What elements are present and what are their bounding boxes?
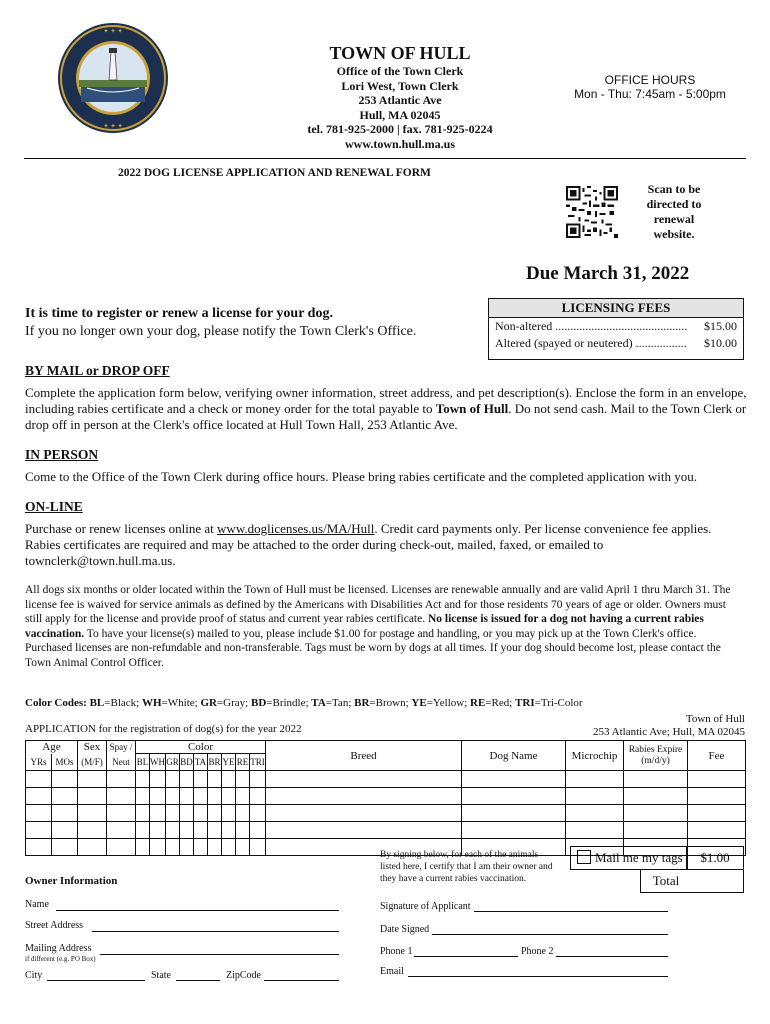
table-cell[interactable] [78,805,107,822]
table-cell[interactable] [566,805,624,822]
name-label: Name [25,899,49,910]
color-name: Tri-Color [540,697,583,709]
scan-instruction [636,182,712,242]
scan-line: Scan to be [647,182,701,196]
table-cell[interactable] [150,788,166,805]
table-cell[interactable] [688,822,746,839]
table-cell[interactable] [462,805,566,822]
person-text: Come to the Office of the Town Clerk during office hours. Please bring rabies certificate and the completed application with you. [25,469,698,484]
table-cell[interactable] [222,788,236,805]
dog-name-header: Dog Name [462,741,566,771]
mail-text-part: Complete the application form below, verifying owner information, street address, and pet description(s). Enclose the form in an envelope, including rabies certificate and a check or money order for the total payable to [25,385,747,416]
table-cell[interactable] [688,805,746,822]
microchip-header: Microchip [566,741,624,771]
table-cell[interactable] [26,788,52,805]
color-name: Brown [375,697,406,709]
total-label: Total [652,873,680,888]
table-cell[interactable] [208,788,222,805]
sex-header: Sex [78,741,107,754]
certification-text: By signing below, for each of the animals listed here, I certify that I am their owner and they have a current rabies vaccination. [380,850,553,884]
table-cell[interactable] [462,788,566,805]
table-header-row [26,741,746,754]
zip-field[interactable] [264,980,339,981]
office-city: Hull, MA 02045 [359,107,441,122]
color-col-header: RE [236,754,250,771]
mailing-note: if different (e.g. PO Box) [25,955,96,963]
hours-title: OFFICE HOURS [604,73,696,87]
table-cell[interactable] [136,805,150,822]
table-cell[interactable] [150,805,166,822]
town-line: Town of Hull [685,713,745,725]
age-header: Age [26,741,78,754]
email-field[interactable] [408,976,668,977]
header-divider [24,158,746,159]
fee-value: $10.00 [704,336,737,350]
color-name: Red [491,697,510,709]
table-cell[interactable] [222,805,236,822]
table-cell[interactable] [136,839,150,856]
table-row [26,771,746,788]
mailing-field[interactable] [100,954,339,955]
total-input[interactable] [691,870,743,892]
table-cell[interactable] [26,771,52,788]
table-cell[interactable] [26,839,52,856]
table-cell[interactable] [78,839,107,856]
table-cell[interactable] [688,788,746,805]
color-name: Brindle [272,697,306,709]
street-field[interactable] [92,931,339,932]
hours-text: Mon - Thu: 7:45am - 5:00pm [574,87,726,101]
color-code: BD [250,697,267,709]
signature-field[interactable] [474,911,668,912]
table-cell[interactable] [624,788,688,805]
table-cell[interactable] [266,805,462,822]
town-seal-logo [57,22,169,134]
state-label: State [151,970,171,981]
total-box [640,869,744,893]
table-cell[interactable] [136,822,150,839]
license-rules [25,583,745,670]
fee-row [489,335,743,352]
table-cell[interactable] [236,771,250,788]
rabies-header [624,741,688,771]
table-cell[interactable] [52,839,78,856]
table-cell[interactable] [222,839,236,856]
signature-label: Signature of Applicant [380,901,471,912]
table-cell[interactable] [624,771,688,788]
fee-header: Fee [688,741,746,771]
table-cell[interactable] [136,788,150,805]
color-col-header: YE [222,754,236,771]
table-cell[interactable] [208,822,222,839]
owner-info-heading: Owner Information [25,875,118,887]
table-cell[interactable] [26,805,52,822]
color-code: WH [141,697,162,709]
licensing-fees-box [488,298,744,360]
table-cell[interactable] [462,822,566,839]
table-cell[interactable] [180,839,194,856]
color-name: Tan [331,697,349,709]
table-cell[interactable] [150,839,166,856]
mail-text-part: . Do not send cash. Mail to the Town Clerk or drop off in person at the Clerk's office located at Hull Town Hall, 253 Atlantic Ave. [25,401,747,432]
table-row [26,788,746,805]
table-row [26,822,746,839]
table-cell[interactable] [52,771,78,788]
phone1-label: Phone 1 [380,946,413,957]
table-cell[interactable] [194,839,208,856]
table-cell[interactable] [194,771,208,788]
rabies-title: Rabies Expire [628,744,683,755]
table-cell[interactable] [250,771,266,788]
color-codes-label: Color Codes: [25,697,87,709]
table-cell[interactable] [462,771,566,788]
header-block [250,42,550,151]
phone2-label: Phone 2 [521,946,554,957]
table-cell[interactable] [566,771,624,788]
street-label: Street Address [25,920,84,931]
table-cell[interactable] [26,822,52,839]
color-col-header: TA [194,754,208,771]
office-name: Office of the Town Clerk [336,64,464,78]
neut-header: Neut [107,754,136,771]
form-title: 2022 DOG LICENSE APPLICATION AND RENEWAL FORM [118,167,431,179]
color-code: YE [411,697,427,709]
table-cell[interactable] [107,839,136,856]
table-cell[interactable] [250,805,266,822]
color-code: BL [89,697,105,709]
state-field[interactable] [176,980,220,981]
office-street: 253 Atlantic Ave [358,93,442,107]
online-text [25,521,747,569]
mail-tags-checkbox[interactable] [577,850,591,864]
table-cell[interactable] [107,805,136,822]
scan-line: directed to [646,197,702,211]
table-cell[interactable] [624,805,688,822]
table-cell[interactable] [52,788,78,805]
scan-line: renewal [653,212,695,226]
table-cell[interactable] [166,805,180,822]
rules-text-part: To have your license(s) mailed to you, please include $1.00 for postage and handling, or you may pick up at the Town Clerk's office. Purchased licenses are non-refundable and non-transferable. Tags must be worn by dogs at all times. If your dog should become lost, please contact the Town Animal Control Officer. [25,627,721,669]
color-code: BR [354,697,370,709]
fees-title: LICENSING FEES [489,299,743,318]
color-name: White [167,697,195,709]
application-title: APPLICATION for the registration of dog(s) for the year 2022 [25,723,302,735]
online-text-part: Purchase or renew licenses online at [25,521,218,536]
fee-label: Non-altered ............................................ [495,319,688,333]
color-name: Gray [223,697,246,709]
name-field[interactable] [56,910,339,911]
table-cell[interactable] [222,771,236,788]
mail-text [25,385,747,433]
city-field[interactable] [47,980,145,981]
svg-text:✦ ✦ ✦: ✦ ✦ ✦ [103,28,123,35]
table-cell[interactable] [566,788,624,805]
table-cell[interactable] [194,788,208,805]
person-heading: IN PERSON [25,447,99,462]
rabies-sub: (m/d/y) [641,755,670,766]
mail-tags-fee: $1.00 [686,846,744,870]
table-cell[interactable] [150,822,166,839]
office-website: www.town.hull.ma.us [344,136,456,151]
phone1-field[interactable] [414,956,518,957]
table-row [26,805,746,822]
color-col-header: WH [150,754,166,771]
table-cell[interactable] [688,771,746,788]
table-cell[interactable] [180,771,194,788]
table-cell[interactable] [150,771,166,788]
table-cell[interactable] [78,822,107,839]
table-cell[interactable] [236,822,250,839]
table-cell[interactable] [208,839,222,856]
table-cell[interactable] [107,771,136,788]
intro-bold: It is time to register or renew a license for your dog. [25,306,333,321]
mail-tags-option[interactable] [570,846,688,870]
table-cell[interactable] [194,805,208,822]
color-code: RE [470,697,486,709]
table-cell[interactable] [266,771,462,788]
color-header: Color [136,741,266,754]
date-label: Date Signed [380,924,430,935]
office-hours [560,73,740,101]
online-heading: ON-LINE [25,499,83,514]
table-cell[interactable] [236,805,250,822]
intro-text: If you no longer own your dog, please notify the Town Clerk's Office. [25,324,417,339]
table-cell[interactable] [52,805,78,822]
color-code: GR [200,697,217,709]
table-cell[interactable] [78,771,107,788]
mail-heading: BY MAIL or DROP OFF [25,363,170,378]
table-cell[interactable] [566,822,624,839]
town-address-right [560,713,745,739]
payee: Town of Hull [435,401,509,416]
yrs-header: YRs [26,754,52,771]
sex-sub-header: (M/F) [78,754,107,771]
table-cell[interactable] [166,788,180,805]
spay-header: Spay / [107,741,136,754]
table-cell[interactable] [194,822,208,839]
table-cell[interactable] [166,822,180,839]
table-cell[interactable] [208,805,222,822]
table-cell[interactable] [250,788,266,805]
table-cell[interactable] [107,822,136,839]
doglicenses-link[interactable]: www.doglicenses.us/MA/Hull [217,521,375,536]
table-cell[interactable] [236,839,250,856]
table-cell[interactable] [180,788,194,805]
color-codes: Color Codes: BL=Black; WH=White; GR=Gray; BD=Brindle; TA=Tan; BR=Brown; YE=Yellow; RE=Red; TRI=Tri-Color [25,697,583,709]
color-col-header: BD [180,754,194,771]
due-date: Due March 31, 2022 [526,263,690,284]
breed-header: Breed [266,741,462,771]
qr-code[interactable] [566,186,618,238]
table-cell[interactable] [52,822,78,839]
mail-tags-label: Mail me my tags [595,850,683,865]
table-cell[interactable] [107,788,136,805]
email-label: Email [380,966,404,977]
fee-label: Altered (spayed or neutered) ................. [495,336,687,350]
rules-text-part: All dogs six months or older located within the Town of Hull must be licensed. Licenses are renewable annually and are valid April 1 thru March 31. The license fee is waived for service animals as defined by the Americans with Disabilities Act and for those residents 70 years of age or older. Owners must still apply for the license and provide proof of status and current year rabies certificate. [25,584,731,625]
table-cell[interactable] [222,822,236,839]
table-cell[interactable] [250,839,266,856]
color-col-header: BL [136,754,150,771]
date-field[interactable] [432,934,668,935]
table-cell[interactable] [208,771,222,788]
svg-text:✦ ✦ ✦: ✦ ✦ ✦ [103,123,123,130]
table-cell[interactable] [250,822,266,839]
fee-value: $15.00 [704,319,737,333]
table-cell[interactable] [624,822,688,839]
table-cell[interactable] [166,839,180,856]
rabies-requirement: No license is issued for a dog not having a current rabies vaccination. [25,613,704,640]
fee-row [489,318,743,335]
color-col-header: TRI [250,754,266,771]
town-line: 253 Atlantic Ave; Hull, MA 02045 [593,726,745,738]
city-label: City [25,970,43,981]
table-cell[interactable] [180,822,194,839]
zip-label: ZipCode [226,970,261,981]
color-code: TRI [515,697,535,709]
color-code: TA [311,697,326,709]
table-cell[interactable] [166,771,180,788]
office-phone: tel. 781-925-2000 | fax. 781-925-0224 [307,122,493,136]
mailing-label: Mailing Address [25,943,92,954]
phone2-field[interactable] [556,956,668,957]
dog-registration-table [25,740,746,856]
table-cell[interactable] [180,805,194,822]
online-text-part: . Credit card payments only. Per license convenience fee applies. Rabies certificates are required and may be attached to the order during check-out, mailed, faxed, or emailed to townclerk@town.hull.ma.us. [25,521,712,568]
scan-line: website. [653,227,695,241]
town-name: TOWN OF HULL [329,43,471,63]
color-col-header: GR [166,754,180,771]
table-cell[interactable] [266,788,462,805]
clerk-name: Lori West, Town Clerk [341,78,459,93]
color-col-header: BR [208,754,222,771]
color-name: Yellow [432,697,465,709]
table-cell[interactable] [78,788,107,805]
table-cell[interactable] [136,771,150,788]
color-name: Black [110,697,137,709]
table-cell[interactable] [236,788,250,805]
mos-header: MOs [52,754,78,771]
table-cell[interactable] [266,822,462,839]
